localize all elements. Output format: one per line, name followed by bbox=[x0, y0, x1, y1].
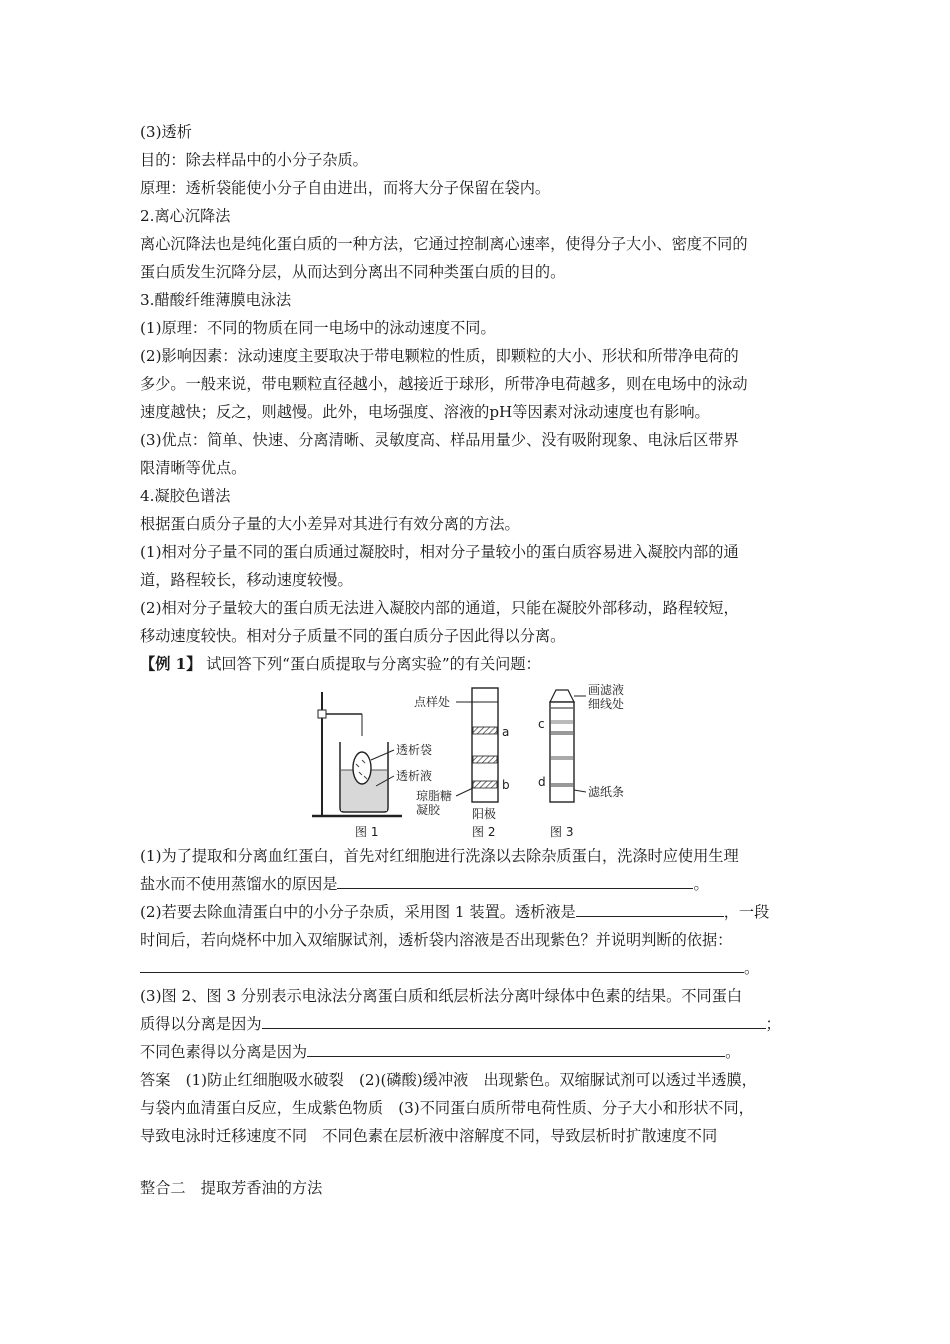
figure-svg bbox=[310, 680, 650, 840]
electrophoresis-principle: (1)原理：不同的物质在同一电场中的泳动速度不同。 bbox=[140, 319, 496, 337]
question3-text: 质得以分离是因为 bbox=[140, 1015, 262, 1033]
question2-reason-blank[interactable] bbox=[140, 954, 744, 973]
fig3-caption: 图 3 bbox=[550, 825, 574, 839]
example-tag: 【例 1】 bbox=[140, 655, 202, 673]
question1-end: 。 bbox=[693, 875, 709, 893]
gel-heading: 4.凝胶色谱法 bbox=[140, 487, 231, 505]
question2-line1 bbox=[140, 898, 820, 926]
centrifuge-text-2: 蛋白质发生沉降分层，从而达到分离出不同种类蛋白质的目的。 bbox=[140, 263, 566, 281]
question2-liquid-blank[interactable] bbox=[576, 898, 724, 917]
section-title: 整合二 提取芳香油的方法 bbox=[140, 1179, 323, 1197]
question3-protein-blank[interactable] bbox=[262, 1010, 766, 1029]
question3-text-2: 不同色素得以分离是因为 bbox=[140, 1043, 308, 1061]
question1-line1: (1)为了提取和分离血红蛋白，首先对红细胞进行洗涤以去除杂质蛋白，洗涤时应使用生理 bbox=[140, 847, 739, 865]
example-line bbox=[140, 650, 820, 678]
section-gap bbox=[140, 1150, 820, 1174]
answer-line1: 答案 (1)防止红细胞吸水破裂 (2)(磷酸)缓冲液 出现紫色。双缩脲试剂可以透过半透膜， bbox=[140, 1071, 757, 1089]
centrifuge-text-1: 离心沉降法也是纯化蛋白质的一种方法，它通过控制离心速率，使得分子大小、密度不同的 bbox=[140, 235, 748, 253]
answer-line3: 导致电泳时迁移速度不同 不同色素在层析液中溶解度不同，导致层析时扩散速度不同 bbox=[140, 1127, 718, 1145]
question3-line1: (3)图 2、图 3 分别表示电泳法分离蛋白质和纸层析法分离叶绿体中色素的结果。不同蛋白 bbox=[140, 987, 743, 1005]
answer-line2: 与袋内血清蛋白反应，生成紫色物质 (3)不同蛋白质所带电荷性质、分子大小和形状不同， bbox=[140, 1099, 754, 1117]
question2-end: 。 bbox=[744, 959, 760, 977]
gel-point1-2: 道，路程较长，移动速度较慢。 bbox=[140, 571, 353, 589]
electrophoresis-factors-1: (2)影响因素：泳动速度主要取决于带电颗粒的性质，即颗粒的大小、形状和所带净电荷的 bbox=[140, 347, 739, 365]
gel-point2-2: 移动速度较快。相对分子质量不同的蛋白质分子因此得以分离。 bbox=[140, 627, 566, 645]
gel-text: 根据蛋白质分子量的大小差异对其进行有效分离的方法。 bbox=[140, 515, 520, 533]
question3-line3 bbox=[140, 1038, 820, 1066]
question1-line2 bbox=[140, 870, 820, 898]
question2-line2: 时间后，若向烧杯中加入双缩脲试剂，透析袋内溶液是否出现紫色？并说明判断的依据： bbox=[140, 931, 733, 949]
gel-point1-1: (1)相对分子量不同的蛋白质通过凝胶时，相对分子量较小的蛋白质容易进入凝胶内部的通 bbox=[140, 543, 739, 561]
band-b-label: b bbox=[502, 778, 510, 792]
question2-text-b: ，一段 bbox=[723, 903, 770, 921]
question3-line2 bbox=[140, 1010, 820, 1038]
fig2-caption: 图 2 bbox=[472, 825, 496, 839]
question3-pigment-blank[interactable] bbox=[307, 1038, 725, 1057]
dialysis-heading: (3)透析 bbox=[140, 123, 192, 141]
fig1-caption: 图 1 bbox=[355, 825, 379, 839]
fig1-liquid-label: 透析液 bbox=[396, 769, 433, 783]
fig2-electrophoresis bbox=[414, 688, 510, 839]
electrophoresis-advantages-1: (3)优点：简单、快速、分离清晰、灵敏度高、样品用量少、没有吸附现象、电泳后区带界 bbox=[140, 431, 739, 449]
anode-label: 阳极 bbox=[472, 807, 497, 821]
document-page bbox=[140, 118, 820, 1202]
band-c-label: c bbox=[538, 717, 545, 731]
fig2-sample-label: 点样处 bbox=[414, 695, 451, 709]
question3-semicolon: ； bbox=[765, 1015, 781, 1033]
question2-text: (2)若要去除血清蛋白中的小分子杂质，采用图 1 装置。透析液是 bbox=[140, 903, 576, 921]
filter-paper-label: 滤纸条 bbox=[588, 785, 625, 799]
gel-point2-1: (2)相对分子量较大的蛋白质无法进入凝胶内部的通道，只能在凝胶外部移动，路程较短， bbox=[140, 599, 739, 617]
electrophoresis-heading: 3.醋酸纤维薄膜电泳法 bbox=[140, 291, 292, 309]
fig1-apparatus bbox=[312, 692, 432, 839]
question2-line3 bbox=[140, 954, 820, 982]
electrophoresis-factors-3: 速度越快；反之，则越慢。此外，电场强度、溶液的pH等因素对泳动速度也有影响。 bbox=[140, 403, 710, 421]
electrophoresis-factors-2: 多少。一般来说，带电颗粒直径越小，越接近于球形，所带净电荷越多，则在电场中的泳动 bbox=[140, 375, 748, 393]
draw-line-label-2: 细线处 bbox=[588, 697, 625, 711]
dialysis-purpose: 目的：除去样品中的小分子杂质。 bbox=[140, 151, 368, 169]
fig3-chromatography bbox=[538, 682, 624, 839]
fig1-bag-label: 透析袋 bbox=[396, 743, 433, 757]
gel-label-2: 凝胶 bbox=[416, 803, 441, 817]
dialysis-principle: 原理：透析袋能使小分子自由进出，而将大分子保留在袋内。 bbox=[140, 179, 551, 197]
band-a-label: a bbox=[502, 725, 510, 739]
centrifuge-heading: 2.离心沉降法 bbox=[140, 207, 231, 225]
question3-end: 。 bbox=[725, 1043, 741, 1061]
question1-text: 盐水而不使用蒸馏水的原因是 bbox=[140, 875, 338, 893]
experiment-figure bbox=[140, 680, 820, 840]
gel-label-1: 琼脂糖 bbox=[416, 789, 453, 803]
draw-line-label-1: 画滤液 bbox=[588, 683, 625, 697]
question1-answer-blank[interactable] bbox=[337, 870, 693, 889]
band-d-label: d bbox=[538, 775, 546, 789]
electrophoresis-advantages-2: 限清晰等优点。 bbox=[140, 459, 247, 477]
example-text: 试回答下列“蛋白质提取与分离实验”的有关问题： bbox=[201, 655, 541, 673]
